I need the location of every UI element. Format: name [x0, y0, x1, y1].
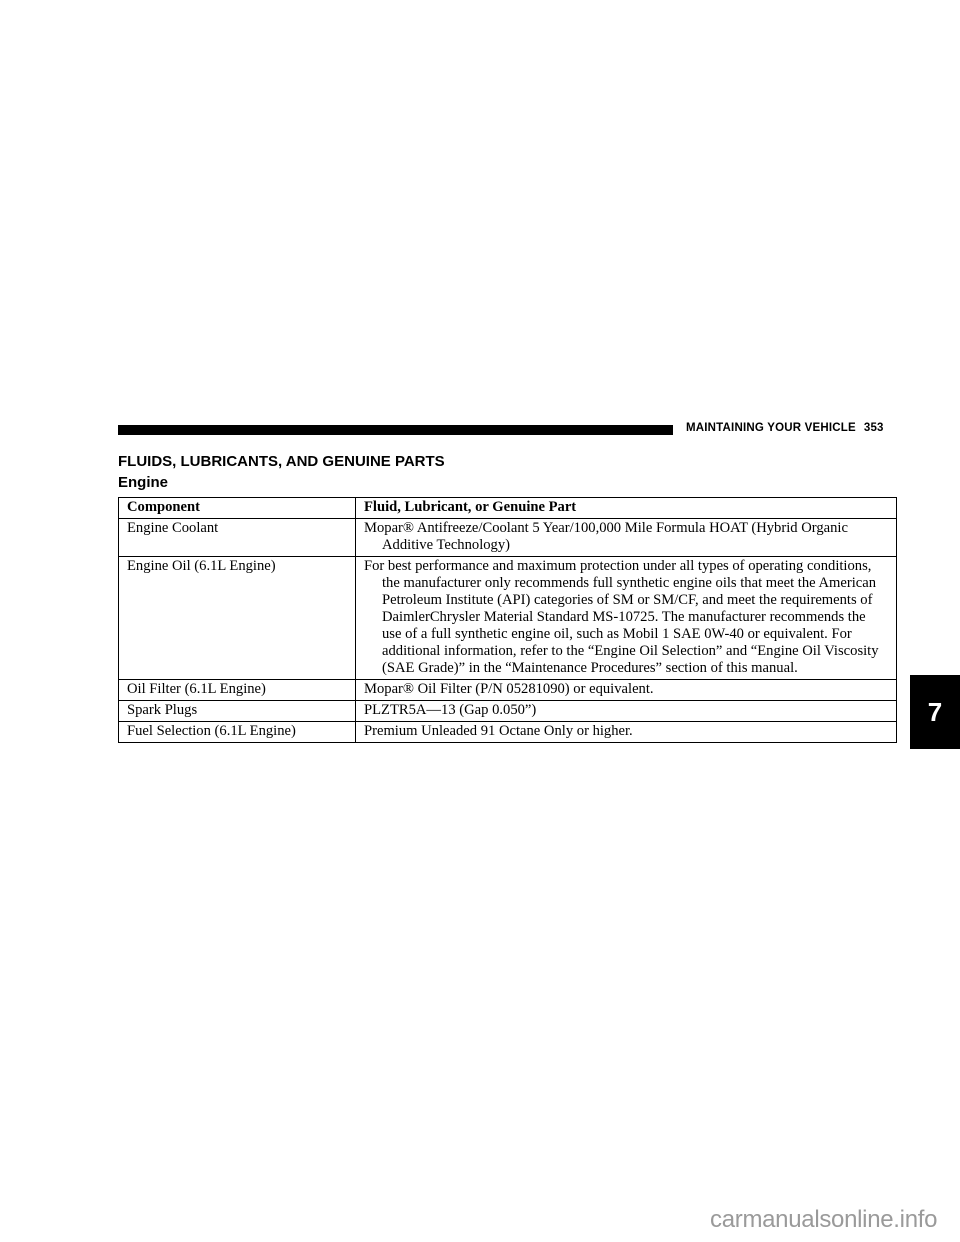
part-cell: [356, 680, 897, 701]
table-row: [119, 680, 897, 701]
chapter-tab: 7: [910, 675, 960, 749]
component-cell: Engine Oil (6.1L Engine): [119, 557, 356, 680]
table-header-row: [119, 498, 897, 519]
part-text: For best performance and maximum protection under all types of operating conditions, the manufacturer only recommends full synthetic engine oils that meet the American Petroleum Institute (API) categories of SM or SM/CF, and meet the requirements of DaimlerChrysler Material Standard MS-10725. The manufacturer recommends the use of a full synthetic engine oil, such as Mobil 1 SAE 0W-40 or equivalent. For additional information, refer to the “Engine Oil Selection” and “Engine Oil Viscosity (SAE Grade)” in the “Maintenance Procedures” section of this manual.: [364, 558, 879, 676]
component-cell: Engine Coolant: [119, 519, 356, 557]
table-row: [119, 722, 897, 743]
component-cell: Oil Filter (6.1L Engine): [119, 680, 356, 701]
section-title: FLUIDS, LUBRICANTS, AND GENUINE PARTS: [118, 453, 445, 470]
watermark: carmanualsonline.info: [710, 1206, 938, 1233]
part-cell: [356, 519, 897, 557]
table-row: [119, 519, 897, 557]
part-text: Mopar® Antifreeze/Coolant 5 Year/100,000 Mile Formula HOAT (Hybrid Organic Additive Technology): [364, 520, 848, 553]
fluids-table: [118, 497, 897, 743]
part-cell: [356, 701, 897, 722]
part-cell: [356, 557, 897, 680]
component-cell: Fuel Selection (6.1L Engine): [119, 722, 356, 743]
part-text: PLZTR5A—13 (Gap 0.050”): [364, 702, 537, 718]
part-text: Premium Unleaded 91 Octane Only or higher.: [364, 723, 633, 739]
running-header: [686, 422, 884, 434]
column-header-part: Fluid, Lubricant, or Genuine Part: [356, 498, 897, 519]
header-rule: [118, 425, 673, 435]
part-text: Mopar® Oil Filter (P/N 05281090) or equivalent.: [364, 681, 654, 697]
table-row: [119, 701, 897, 722]
column-header-component: Component: [119, 498, 356, 519]
subsection-title: Engine: [118, 474, 169, 491]
page-number: 353: [863, 422, 884, 434]
running-title: MAINTAINING YOUR VEHICLE: [686, 422, 856, 434]
table-row: [119, 557, 897, 680]
part-cell: [356, 722, 897, 743]
component-cell: Spark Plugs: [119, 701, 356, 722]
